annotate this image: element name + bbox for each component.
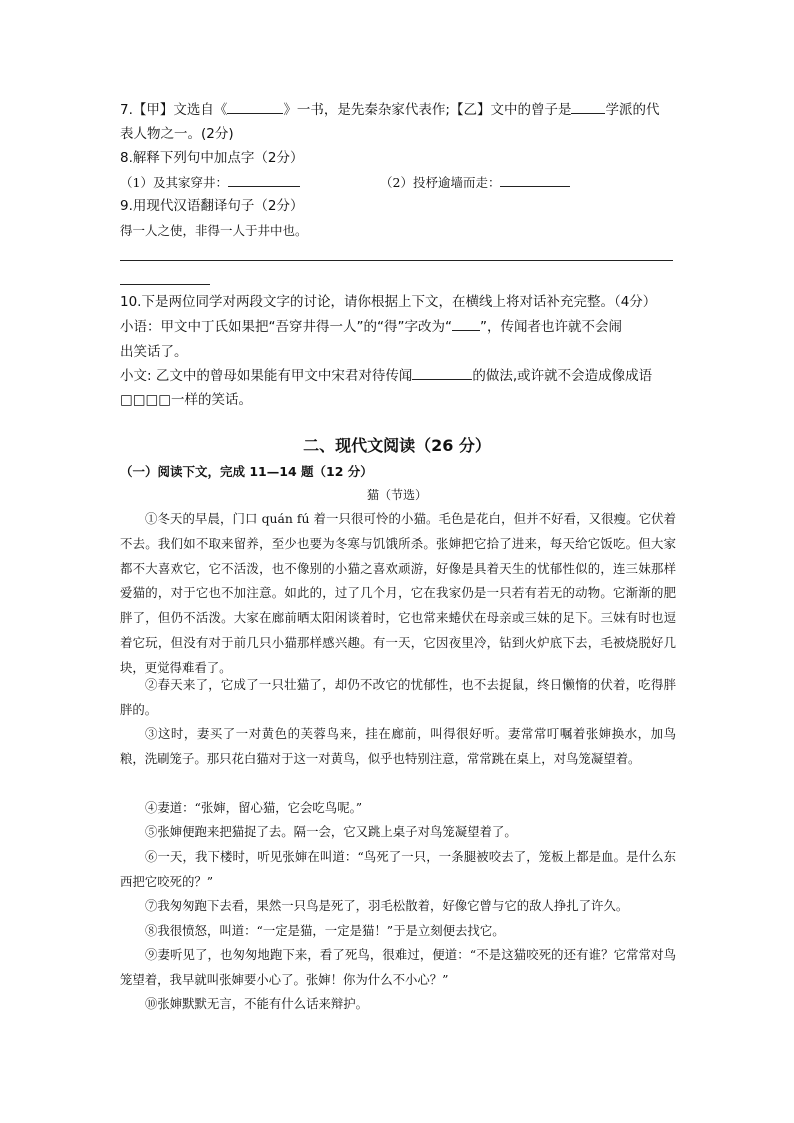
q9-answer-line-1[interactable] (120, 260, 673, 261)
q9-answer-line-2[interactable] (120, 284, 210, 285)
q9-title: 9.用现代汉语翻译句子（2分） (120, 198, 304, 214)
q7-line2: 表人物之一。(2分) (120, 126, 234, 142)
paragraph-10: ⑩张婶默默无言，不能有什么话来辩护。 (145, 996, 369, 1011)
q10-xiaoyu-line1 (120, 318, 622, 336)
q10-xiaowen-blank[interactable] (412, 367, 472, 380)
q8-item2-blank[interactable] (500, 174, 570, 187)
q8-item2-label: （2）投杼逾墙而走： (380, 175, 501, 190)
section2-subtitle: （一）阅读下文，完成 11—14 题（12 分） (120, 464, 373, 479)
q7-text-3: 学派的代 (605, 102, 660, 118)
q8-item2 (380, 174, 570, 192)
q10-xiaoyu-text-2: ”，传闻者也许就不会闹 (479, 319, 622, 335)
q7-line1 (120, 101, 659, 119)
paragraph-6: ⑥一天，我下楼时，听见张婶在叫道：“鸟死了一只，一条腿被咬去了，笼板上都是血。是什么东西把它咬死的？” (120, 849, 676, 889)
q9-sentence: 得一人之使，非得一人于井中也。 (120, 223, 308, 238)
paragraph-3: ③这时，妻买了一对黄色的芙蓉鸟来，挂在廊前，叫得很好听。妻常常叮嘱着张婶换水，加鸟粮，洗刷笼子。那只花白猫对于这一对黄鸟，似乎也特别注意，常常跳在桌上，对鸟笼凝望着。 (120, 726, 676, 766)
q7-text-2: 》一书，是先秦杂家代表作;【乙】文中的曾子是 (283, 102, 572, 118)
q8-item1-label: （1）及其家穿井： (120, 175, 228, 190)
q10-xiaowen-text-2: 的做法,或许就不会造成像成语 (472, 368, 653, 384)
q10-xiaowen-line2: □□□□一样的笑话。 (120, 392, 253, 408)
paragraph-2: ②春天来了，它成了一只壮猫了，却仍不改它的忧郁性，也不去捉鼠，终日懒惰的伏着，吃得胖胖的。 (120, 677, 676, 717)
paragraph-5: ⑤张婶便跑来把猫捉了去。隔一会，它又跳上桌子对鸟笼凝望着了。 (145, 824, 517, 839)
q10-xiaowen-line1 (120, 367, 652, 385)
q7-blank-book[interactable] (227, 101, 283, 114)
paragraph-9: ⑨妻听见了，也匆匆地跑下来，看了死鸟，很难过，便道：“不是这猫咬死的还有谁？它常常对鸟笼望着，我早就叫张婶要小心了。张婶！你为什么不小心？” (120, 947, 676, 987)
q8-title: 8.解释下列句中加点字（2分） (120, 150, 304, 166)
q8-item1 (120, 174, 300, 192)
q10-xiaoyu-line2: 出笑话了。 (120, 344, 188, 360)
paragraph-7: ⑦我匆匆跑下去看，果然一只鸟是死了，羽毛松散着，好像它曾与它的敌人挣扎了许久。 (145, 898, 629, 913)
section2-title: 二、现代文阅读（26 分） (303, 436, 491, 455)
paragraph-8: ⑧我很愤怒，叫道：“一定是猫，一定是猫！”于是立刻便去找它。 (145, 923, 505, 938)
q7-text-1: 7.【甲】文选自《 (120, 102, 228, 118)
paragraph-4: ④妻道：“张婶，留心猫，它会吃鸟呢。” (145, 800, 363, 815)
q7-blank-school[interactable] (571, 101, 605, 114)
article-title: 猫（节选） (366, 488, 427, 502)
q10-xiaoyu-text-1: 小语：甲文中丁氏如果把“吾穿井得一人”的“得”字改为“ (120, 319, 452, 335)
q10-xiaoyu-blank[interactable] (452, 318, 480, 331)
q10-title: 10.下是两位同学对两段文字的讨论，请你根据上下文，在横线上将对话补充完整。（4分） (120, 294, 657, 310)
q8-item1-blank[interactable] (228, 174, 300, 187)
q10-xiaowen-text-1: 小文: 乙文中的曾母如果能有甲文中宋君对待传闻 (120, 368, 413, 384)
paragraph-1: ①冬天的早晨，门口 quán fú 着一只很可怜的小猫。毛色是花白，但并不好看，又很瘦。它伏着不去。我们如不取来留养，至少也要为冬寒与饥饿所杀。张婶把它拾了进来，每天给它饭吃。但大家都不大喜欢它，它不活泼，也不像别的小猫之喜欢顽游，好像是具着天生的忧郁性似的，连三妹那样爱猫的，对于它也不加注意。如此的，过了几个月，它在我家仍是一只若有若无的动物。它渐渐的肥胖了，但仍不活泼。大家在廊前晒太阳闲谈着时，它也常来蜷伏在母亲或三妹的足下。三妹有时也逗着它玩，但没有对于前几只小猫那样感兴趣。有一天，它因夜里冷，钻到火炉底下去，毛被烧脱好几块，更觉得难看了。 (120, 511, 676, 675)
